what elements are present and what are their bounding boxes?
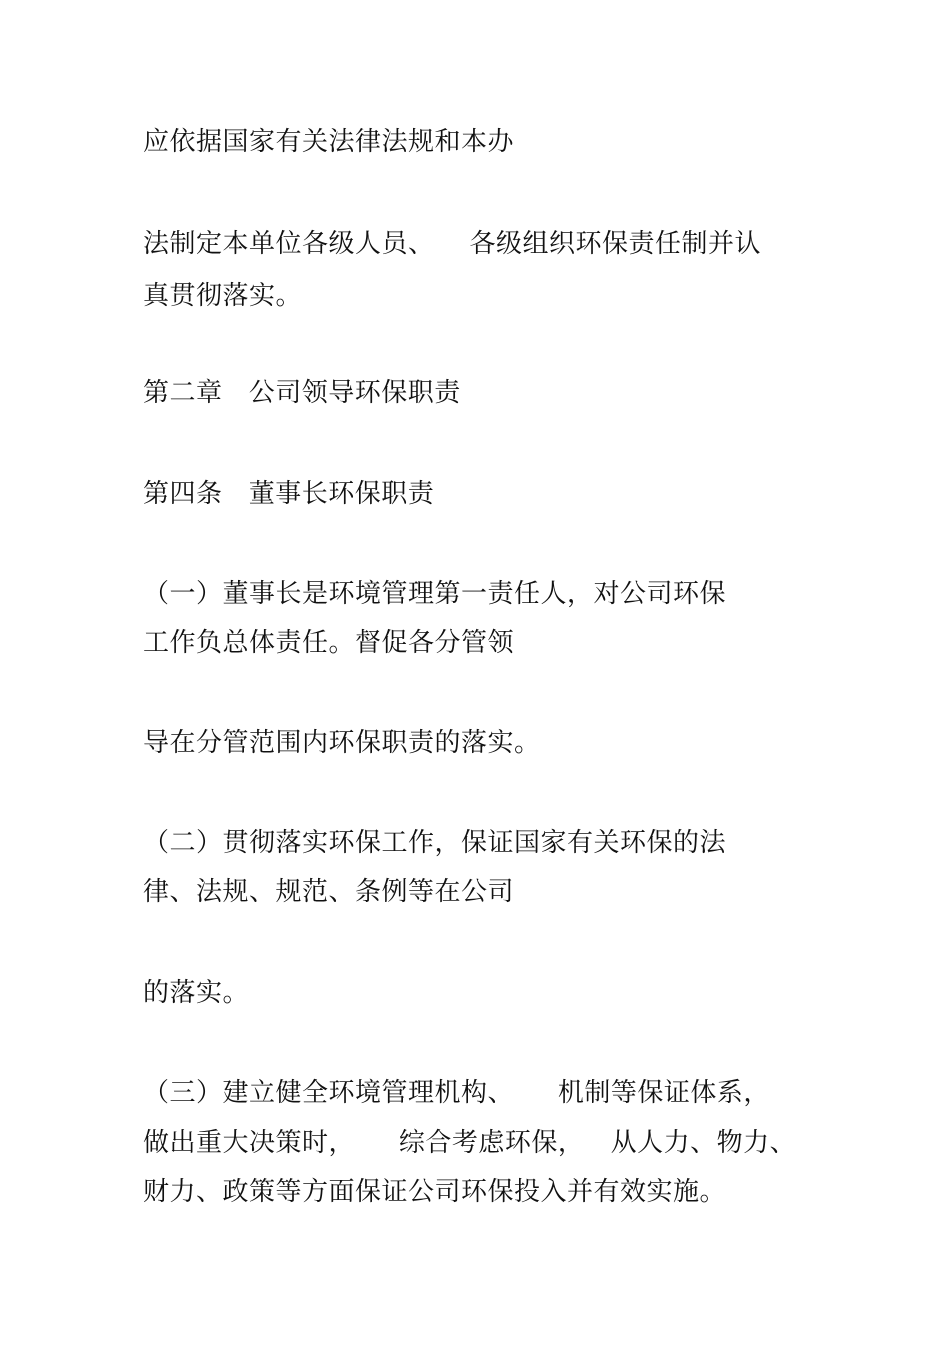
text-line: 导在分管范围内环保职责的落实。 (143, 728, 541, 758)
text-line: 做出重大决策时， 综合考虑环保， 从人力、物力、 (143, 1128, 797, 1158)
text-line: 律、法规、规范、条例等在公司 (143, 877, 515, 907)
text-line: 应依据国家有关法律法规和本办 (143, 127, 515, 157)
text-line: 真贯彻落实。 (143, 281, 303, 311)
text-line: （三）建立健全环境管理机构、 机制等保证体系， (143, 1078, 770, 1108)
text-line: （一）董事长是环境管理第一责任人，对公司环保 (143, 579, 727, 609)
text-line: （二）贯彻落实环保工作，保证国家有关环保的法 (143, 828, 727, 858)
text-line: 工作负总体责任。督促各分管领 (143, 628, 515, 658)
chapter-heading: 第二章 公司领导环保职责 (143, 378, 461, 408)
text-line: 法制定本单位各级人员、 各级组织环保责任制并认 (143, 229, 762, 259)
text-line: 财力、政策等方面保证公司环保投入并有效实施。 (143, 1177, 727, 1207)
article-heading: 第四条 董事长环保职责 (143, 479, 435, 509)
text-line: 的落实。 (143, 978, 250, 1008)
